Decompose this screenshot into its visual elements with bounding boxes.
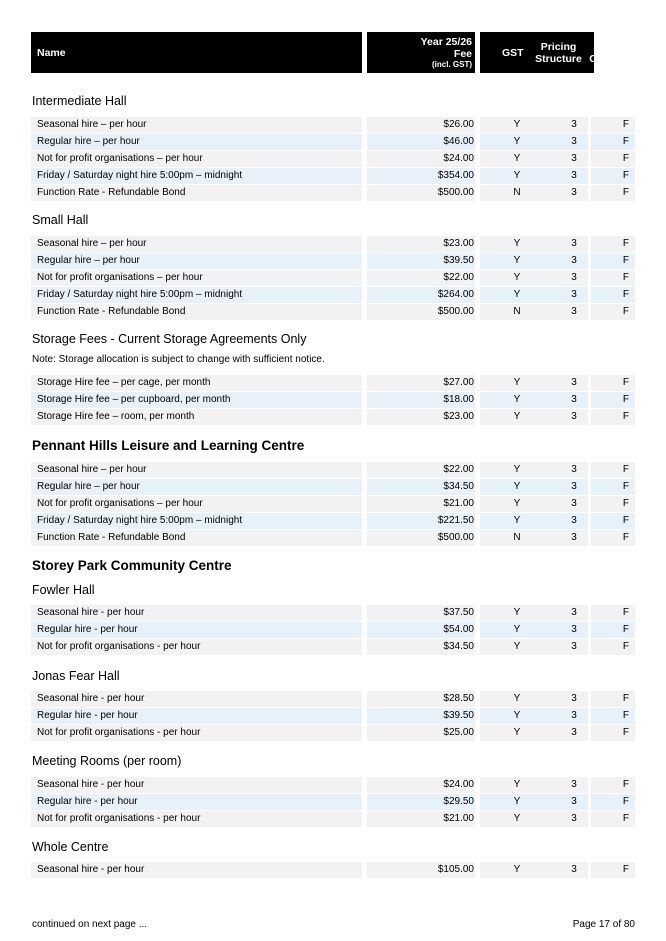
row-gst: Y <box>480 622 558 638</box>
table-row <box>31 622 635 639</box>
row-service-category: F <box>591 622 635 638</box>
row-pricing-structure: 3 <box>558 794 588 810</box>
row-service-category: F <box>591 708 635 724</box>
row-pricing-structure: 3 <box>558 496 588 512</box>
header-gst-label: GST <box>502 46 524 59</box>
row-service-category: F <box>591 639 635 655</box>
row-gst: N <box>480 530 558 546</box>
table-row <box>31 479 635 496</box>
row-gst: N <box>480 185 558 201</box>
row-fee: $500.00 <box>367 185 475 201</box>
table-row <box>31 134 635 151</box>
row-pricing-structure: 3 <box>558 479 588 495</box>
row-fee: $500.00 <box>367 530 475 546</box>
row-pricing-structure: 3 <box>558 185 588 201</box>
row-name: Seasonal hire - per hour <box>31 862 362 878</box>
row-service-category: F <box>591 304 635 320</box>
row-service-category: F <box>591 287 635 303</box>
table-row <box>31 270 635 287</box>
section-title: Storey Park Community Centre <box>32 558 232 573</box>
table-row <box>31 462 635 479</box>
row-service-category: F <box>591 270 635 286</box>
table-row <box>31 151 635 168</box>
row-name: Regular hire – per hour <box>31 479 362 495</box>
row-pricing-structure: 3 <box>558 151 588 167</box>
header-pricing-line2: Structure <box>535 52 582 65</box>
row-gst: Y <box>480 605 558 621</box>
row-gst: Y <box>480 496 558 512</box>
row-fee: $22.00 <box>367 462 475 478</box>
row-service-category: F <box>591 794 635 810</box>
row-pricing-structure: 3 <box>558 236 588 252</box>
row-pricing-structure: 3 <box>558 605 588 621</box>
table-row <box>31 168 635 185</box>
section-title: Whole Centre <box>32 840 109 854</box>
table-row <box>31 605 635 622</box>
row-service-category: F <box>591 375 635 391</box>
row-fee: $22.00 <box>367 270 475 286</box>
row-gst: Y <box>480 375 558 391</box>
row-pricing-structure: 3 <box>558 462 588 478</box>
row-service-category: F <box>591 409 635 425</box>
row-service-category: F <box>591 462 635 478</box>
row-fee: $264.00 <box>367 287 475 303</box>
row-service-category: F <box>591 392 635 408</box>
row-pricing-structure: 3 <box>558 622 588 638</box>
table-row <box>31 304 635 321</box>
row-name: Storage Hire fee – per cage, per month <box>31 375 362 391</box>
row-name: Not for profit organisations - per hour <box>31 725 362 741</box>
row-pricing-structure: 3 <box>558 409 588 425</box>
table-row <box>31 530 635 547</box>
header-service-category <box>589 32 635 73</box>
row-name: Not for profit organisations – per hour <box>31 270 362 286</box>
row-pricing-structure: 3 <box>558 708 588 724</box>
row-fee: $21.00 <box>367 811 475 827</box>
row-fee: $37.50 <box>367 605 475 621</box>
header-fee-line2: Fee <box>453 47 472 60</box>
table-row <box>31 253 635 270</box>
row-service-category: F <box>591 513 635 529</box>
row-gst: Y <box>480 862 558 878</box>
row-pricing-structure: 3 <box>558 375 588 391</box>
table-row <box>31 794 635 811</box>
table-row <box>31 811 635 828</box>
table-header <box>31 32 635 73</box>
row-pricing-structure: 3 <box>558 513 588 529</box>
row-pricing-structure: 3 <box>558 117 588 133</box>
table-row <box>31 236 635 253</box>
page-number: Page 17 of 80 <box>572 919 635 930</box>
row-name: Seasonal hire - per hour <box>31 691 362 707</box>
row-name: Friday / Saturday night hire 5:00pm – midnight <box>31 168 362 184</box>
header-fee-line1: Year 25/26 <box>420 35 472 48</box>
table-row <box>31 287 635 304</box>
row-service-category: F <box>591 777 635 793</box>
row-gst: Y <box>480 811 558 827</box>
row-name: Regular hire - per hour <box>31 708 362 724</box>
header-pricing-line1: Pricing <box>540 40 577 53</box>
table-row <box>31 639 635 656</box>
row-name: Function Rate - Refundable Bond <box>31 185 362 201</box>
row-pricing-structure: 3 <box>558 253 588 269</box>
row-service-category: F <box>591 185 635 201</box>
row-name: Not for profit organisations - per hour <box>31 811 362 827</box>
row-gst: Y <box>480 725 558 741</box>
table-row <box>31 375 635 392</box>
row-name: Seasonal hire – per hour <box>31 462 362 478</box>
row-name: Regular hire – per hour <box>31 134 362 150</box>
row-fee: $25.00 <box>367 725 475 741</box>
row-gst: Y <box>480 151 558 167</box>
section-title: Intermediate Hall <box>32 94 127 108</box>
row-fee: $28.50 <box>367 691 475 707</box>
row-service-category: F <box>591 605 635 621</box>
row-service-category: F <box>591 168 635 184</box>
table-row <box>31 725 635 742</box>
row-service-category: F <box>591 236 635 252</box>
row-gst: Y <box>480 708 558 724</box>
header-pricing-structure <box>531 32 586 73</box>
section-title: Meeting Rooms (per room) <box>32 754 182 768</box>
row-fee: $221.50 <box>367 513 475 529</box>
row-name: Seasonal hire – per hour <box>31 117 362 133</box>
row-name: Storage Hire fee – per cupboard, per month <box>31 392 362 408</box>
row-fee: $18.00 <box>367 392 475 408</box>
table-row <box>31 777 635 794</box>
table-row <box>31 862 635 879</box>
row-name: Friday / Saturday night hire 5:00pm – midnight <box>31 287 362 303</box>
row-gst: Y <box>480 134 558 150</box>
row-pricing-structure: 3 <box>558 392 588 408</box>
section-note: Note: Storage allocation is subject to change with sufficient notice. <box>32 354 325 365</box>
table-row <box>31 409 635 426</box>
table-row <box>31 513 635 530</box>
row-pricing-structure: 3 <box>558 777 588 793</box>
row-gst: Y <box>480 253 558 269</box>
row-service-category: F <box>591 253 635 269</box>
row-name: Regular hire – per hour <box>31 253 362 269</box>
row-service-category: F <box>591 117 635 133</box>
row-pricing-structure: 3 <box>558 287 588 303</box>
row-service-category: F <box>591 479 635 495</box>
table-row <box>31 185 635 202</box>
row-gst: N <box>480 304 558 320</box>
row-name: Not for profit organisations – per hour <box>31 496 362 512</box>
row-name: Function Rate - Refundable Bond <box>31 530 362 546</box>
row-gst: Y <box>480 392 558 408</box>
row-name: Storage Hire fee – room, per month <box>31 409 362 425</box>
row-name: Seasonal hire - per hour <box>31 605 362 621</box>
row-service-category: F <box>591 496 635 512</box>
table-row <box>31 392 635 409</box>
row-gst: Y <box>480 409 558 425</box>
row-service-category: F <box>591 151 635 167</box>
row-service-category: F <box>591 134 635 150</box>
row-fee: $354.00 <box>367 168 475 184</box>
section-title: Pennant Hills Leisure and Learning Centre <box>32 438 305 453</box>
row-pricing-structure: 3 <box>558 639 588 655</box>
row-gst: Y <box>480 462 558 478</box>
row-pricing-structure: 3 <box>558 134 588 150</box>
header-fee-line3: (incl. GST) <box>432 59 472 69</box>
row-fee: $21.00 <box>367 496 475 512</box>
row-pricing-structure: 3 <box>558 530 588 546</box>
header-name <box>31 32 362 73</box>
row-fee: $34.50 <box>367 479 475 495</box>
continued-note: continued on next page ... <box>32 919 148 930</box>
row-name: Function Rate - Refundable Bond <box>31 304 362 320</box>
row-gst: Y <box>480 777 558 793</box>
row-fee: $24.00 <box>367 151 475 167</box>
row-service-category: F <box>591 691 635 707</box>
section-title: Fowler Hall <box>32 583 95 597</box>
row-gst: Y <box>480 691 558 707</box>
row-gst: Y <box>480 513 558 529</box>
section-title: Jonas Fear Hall <box>32 669 120 683</box>
row-gst: Y <box>480 270 558 286</box>
row-service-category: F <box>591 725 635 741</box>
row-fee: $39.50 <box>367 253 475 269</box>
table-row <box>31 117 635 134</box>
row-gst: Y <box>480 287 558 303</box>
row-fee: $24.00 <box>367 777 475 793</box>
row-fee: $23.00 <box>367 409 475 425</box>
row-pricing-structure: 3 <box>558 304 588 320</box>
header-service-line1: Service <box>593 40 631 53</box>
row-fee: $500.00 <box>367 304 475 320</box>
row-pricing-structure: 3 <box>558 725 588 741</box>
row-gst: Y <box>480 639 558 655</box>
row-name: Regular hire - per hour <box>31 622 362 638</box>
row-pricing-structure: 3 <box>558 691 588 707</box>
row-fee: $39.50 <box>367 708 475 724</box>
row-name: Seasonal hire - per hour <box>31 777 362 793</box>
row-name: Friday / Saturday night hire 5:00pm – midnight <box>31 513 362 529</box>
row-pricing-structure: 3 <box>558 168 588 184</box>
table-row <box>31 691 635 708</box>
header-fee <box>367 32 475 73</box>
row-gst: Y <box>480 117 558 133</box>
row-pricing-structure: 3 <box>558 862 588 878</box>
row-fee: $105.00 <box>367 862 475 878</box>
row-fee: $46.00 <box>367 134 475 150</box>
row-name: Regular hire - per hour <box>31 794 362 810</box>
row-gst: Y <box>480 479 558 495</box>
row-service-category: F <box>591 862 635 878</box>
row-fee: $29.50 <box>367 794 475 810</box>
row-gst: Y <box>480 794 558 810</box>
row-fee: $26.00 <box>367 117 475 133</box>
row-pricing-structure: 3 <box>558 811 588 827</box>
row-name: Not for profit organisations - per hour <box>31 639 362 655</box>
row-name: Seasonal hire – per hour <box>31 236 362 252</box>
row-fee: $34.50 <box>367 639 475 655</box>
header-service-line2: Category <box>589 52 635 65</box>
row-fee: $23.00 <box>367 236 475 252</box>
row-pricing-structure: 3 <box>558 270 588 286</box>
section-title: Storage Fees - Current Storage Agreements Only <box>32 332 307 346</box>
row-fee: $27.00 <box>367 375 475 391</box>
section-title: Small Hall <box>32 213 89 227</box>
header-name-label: Name <box>37 46 66 59</box>
row-gst: Y <box>480 168 558 184</box>
row-fee: $54.00 <box>367 622 475 638</box>
row-name: Not for profit organisations – per hour <box>31 151 362 167</box>
row-service-category: F <box>591 811 635 827</box>
row-gst: Y <box>480 236 558 252</box>
table-row <box>31 496 635 513</box>
table-row <box>31 708 635 725</box>
row-service-category: F <box>591 530 635 546</box>
